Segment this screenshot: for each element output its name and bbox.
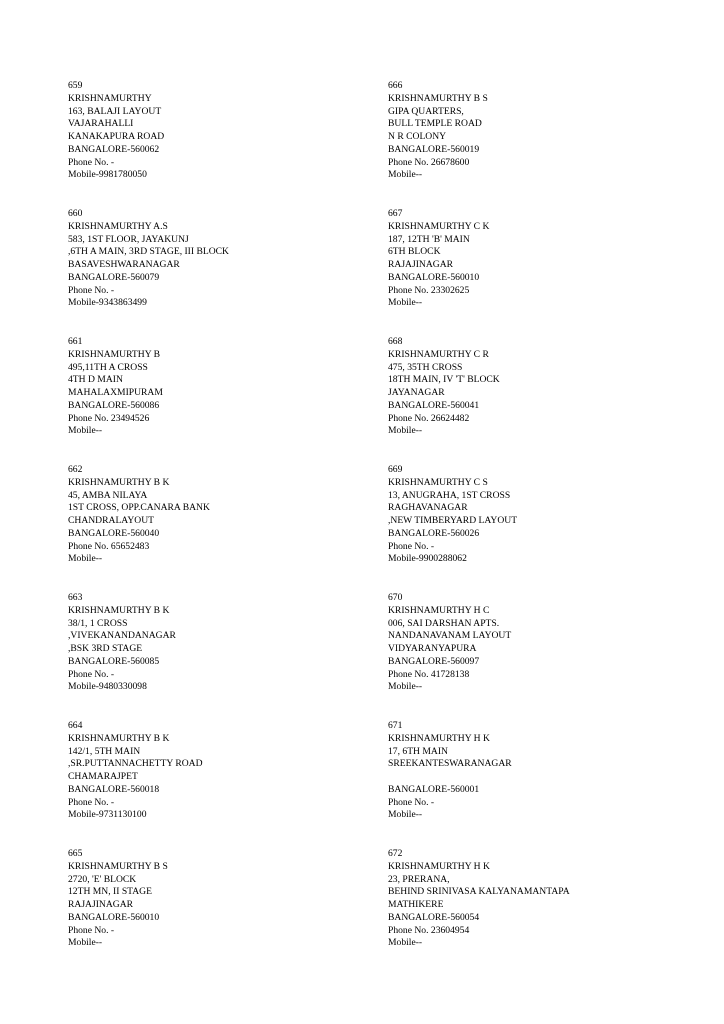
entry-name: KRISHNAMURTHY H K	[388, 860, 490, 872]
directory-entry	[388, 464, 688, 592]
entry-address-line: BULL TEMPLE ROAD	[388, 118, 482, 130]
right-column	[388, 80, 688, 976]
entry-number: 665	[68, 848, 83, 859]
entry-number: 670	[388, 592, 403, 603]
entry-mobile: Mobile--	[388, 937, 423, 949]
directory-entry	[68, 464, 368, 592]
entry-city: BANGALORE-560062	[68, 143, 160, 155]
entry-city: BANGALORE-560054	[388, 911, 480, 923]
entry-number: 667	[388, 208, 403, 219]
entry-address-line: 45, AMBA NILAYA	[68, 489, 148, 501]
entry-address-line: 38/1, 1 CROSS	[68, 617, 128, 629]
entry-mobile: Mobile--	[68, 937, 103, 949]
entry-phone: Phone No. 65652483	[68, 540, 150, 552]
entry-city: BANGALORE-560010	[388, 271, 480, 283]
entry-address-line: ,VIVEKANANDANAGAR	[68, 630, 176, 642]
entry-address-line: BASAVESHWARANAGAR	[68, 259, 180, 270]
entry-city: BANGALORE-560079	[68, 271, 160, 283]
entry-address-line: RAGHAVANAGAR	[388, 502, 468, 514]
entry-phone: Phone No. 23494526	[68, 412, 150, 424]
entry-name: KRISHNAMURTHY B K	[68, 476, 170, 488]
entry-address-line: SREEKANTESWARANAGAR	[388, 758, 512, 770]
entry-number: 672	[388, 848, 403, 859]
entry-number: 671	[388, 720, 403, 731]
entry-name: KRISHNAMURTHY B S	[68, 860, 168, 872]
entry-name: KRISHNAMURTHY C S	[388, 476, 488, 488]
entry-mobile: Mobile-9981780050	[68, 169, 147, 181]
entry-address-line: 163, BALAJI LAYOUT	[68, 105, 162, 117]
entry-mobile: Mobile-9480330098	[68, 681, 147, 693]
directory-entry	[68, 848, 368, 976]
entry-name: KRISHNAMURTHY B K	[68, 604, 170, 616]
entry-mobile: Mobile-9731130100	[68, 809, 147, 821]
entry-address-line: VAJARAHALLI	[68, 118, 134, 130]
entry-number: 659	[68, 80, 83, 91]
entry-name: KRISHNAMURTHY H C	[388, 604, 490, 616]
directory-entry	[388, 80, 688, 208]
entry-city: BANGALORE-560041	[388, 399, 480, 411]
entry-mobile: Mobile--	[388, 681, 423, 693]
entry-address-line: 17, 6TH MAIN	[388, 745, 448, 757]
entry-address-line: KANAKAPURA ROAD	[68, 131, 165, 142]
entry-address-line: 583, 1ST FLOOR, JAYAKUNJ	[68, 233, 189, 245]
entry-address-line: MAHALAXMIPURAM	[68, 387, 163, 398]
entry-city: BANGALORE-560040	[68, 527, 160, 539]
entry-name: KRISHNAMURTHY B K	[68, 732, 170, 744]
entry-number: 662	[68, 464, 83, 475]
entry-phone: Phone No. 26678600	[388, 156, 470, 168]
entry-address-line: 142/1, 5TH MAIN	[68, 745, 141, 757]
entry-phone: Phone No. 23604954	[388, 924, 470, 936]
entry-number: 661	[68, 336, 83, 347]
directory-entry	[68, 720, 368, 848]
entry-address-line: NANDANAVANAM LAYOUT	[388, 630, 512, 642]
entry-mobile: Mobile--	[388, 169, 423, 181]
directory-entry	[68, 208, 368, 336]
entry-phone: Phone No. -	[68, 668, 115, 680]
entry-mobile: Mobile-9343863499	[68, 297, 147, 309]
entry-address-line: 4TH D MAIN	[68, 374, 123, 386]
entry-phone: Phone No. 23302625	[388, 284, 470, 296]
entry-city: BANGALORE-560010	[68, 911, 160, 923]
entry-mobile: Mobile--	[68, 425, 103, 437]
entry-name: KRISHNAMURTHY B S	[388, 92, 488, 104]
entry-number: 660	[68, 208, 83, 219]
directory-entry	[388, 720, 688, 848]
entry-address-line: 23, PRERANA,	[388, 873, 450, 885]
entry-address-line: BEHIND SRINIVASA KALYANAMANTAPA	[388, 886, 570, 898]
entry-address-line	[388, 771, 688, 784]
entry-phone: Phone No. -	[68, 796, 115, 808]
directory-entry	[388, 592, 688, 720]
entry-address-line: CHAMARAJPET	[68, 771, 138, 782]
directory-entry	[68, 80, 368, 208]
entry-city: BANGALORE-560026	[388, 527, 480, 539]
entry-address-line: N R COLONY	[388, 131, 447, 142]
entry-address-line: 13, ANUGRAHA, 1ST CROSS	[388, 489, 511, 501]
entry-address-line: ,NEW TIMBERYARD LAYOUT	[388, 515, 518, 526]
entry-address-line: MATHIKERE	[388, 899, 444, 910]
entry-city: BANGALORE-560019	[388, 143, 480, 155]
entry-phone: Phone No. -	[68, 156, 115, 168]
entry-address-line: RAJAJINAGAR	[68, 899, 134, 910]
directory-entry	[388, 336, 688, 464]
entry-phone: Phone No. -	[68, 924, 115, 936]
entry-address-line: 187, 12TH 'B' MAIN	[388, 233, 470, 245]
entry-number: 666	[388, 80, 403, 91]
entry-number: 664	[68, 720, 83, 731]
entry-address-line: GIPA QUARTERS,	[388, 105, 464, 117]
entry-name: KRISHNAMURTHY A.S	[68, 220, 168, 232]
entry-address-line: 18TH MAIN, IV 'T' BLOCK	[388, 374, 500, 386]
entry-city: BANGALORE-560086	[68, 399, 160, 411]
entry-address-line: 475, 35TH CROSS	[388, 361, 463, 373]
entry-mobile: Mobile--	[388, 297, 423, 309]
entry-address-line: JAYANAGAR	[388, 387, 445, 398]
entry-name: KRISHNAMURTHY B	[68, 348, 161, 360]
entry-mobile: Mobile--	[388, 809, 423, 821]
entry-mobile: Mobile--	[388, 425, 423, 437]
entry-city: BANGALORE-560097	[388, 655, 480, 667]
entry-phone: Phone No. -	[68, 284, 115, 296]
entry-address-line: 1ST CROSS, OPP.CANARA BANK	[68, 502, 210, 514]
entry-address-line: RAJAJINAGAR	[388, 259, 454, 270]
entry-name: KRISHNAMURTHY	[68, 92, 152, 104]
entry-number: 669	[388, 464, 403, 475]
directory-entry	[388, 848, 688, 976]
entry-name: KRISHNAMURTHY C K	[388, 220, 490, 232]
entry-city: BANGALORE-560018	[68, 783, 160, 795]
entry-address-line: 495,11TH A CROSS	[68, 361, 148, 373]
entry-address-line: VIDYARANYAPURA	[388, 643, 477, 654]
entry-number: 668	[388, 336, 403, 347]
entry-phone: Phone No. -	[388, 796, 435, 808]
entry-phone: Phone No. 41728138	[388, 668, 470, 680]
entry-phone: Phone No. 26624482	[388, 412, 470, 424]
entry-mobile: Mobile-9900288062	[388, 553, 467, 565]
entry-number: 663	[68, 592, 83, 603]
directory-entry	[68, 592, 368, 720]
entry-address-line: 6TH BLOCK	[388, 246, 441, 258]
directory-entry	[388, 208, 688, 336]
entry-address-line: ,SR.PUTTANNACHETTY ROAD	[68, 758, 203, 770]
entry-name: KRISHNAMURTHY C R	[388, 348, 489, 360]
entry-address-line: ,6TH A MAIN, 3RD STAGE, III BLOCK	[68, 246, 229, 258]
directory-entry	[68, 336, 368, 464]
entry-mobile: Mobile--	[68, 553, 103, 565]
entry-address-line: CHANDRALAYOUT	[68, 515, 154, 526]
entry-address-line: 12TH MN, II STAGE	[68, 886, 152, 898]
entry-phone: Phone No. -	[388, 540, 435, 552]
entry-name: KRISHNAMURTHY H K	[388, 732, 490, 744]
entry-address-line: 2720, 'E' BLOCK	[68, 873, 137, 885]
entry-address-line: ,BSK 3RD STAGE	[68, 643, 143, 654]
left-column	[68, 80, 368, 976]
entry-city: BANGALORE-560085	[68, 655, 160, 667]
entry-address-line: 006, SAI DARSHAN APTS.	[388, 617, 500, 629]
entry-city: BANGALORE-560001	[388, 783, 480, 795]
